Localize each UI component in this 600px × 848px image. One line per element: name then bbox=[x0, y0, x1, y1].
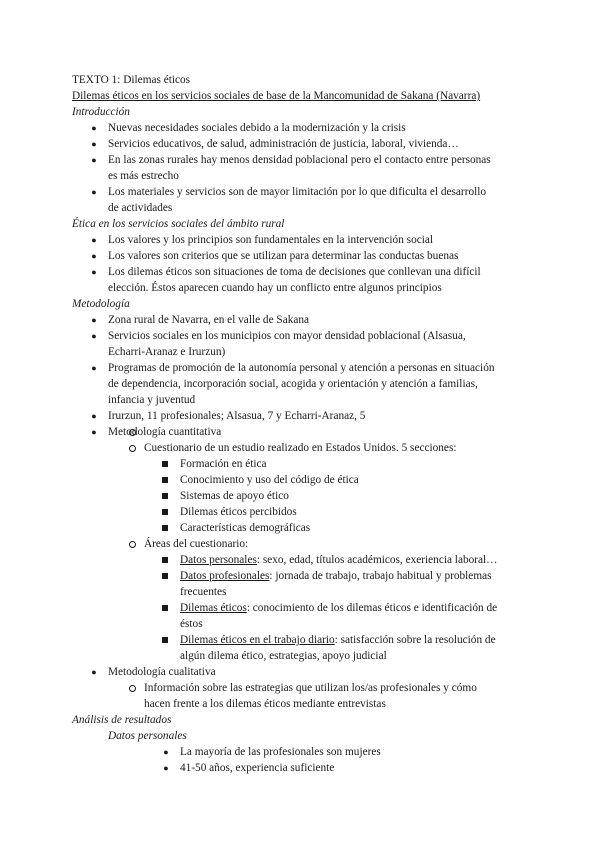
sublist-item: Información sobre las estrategias que utilizan los/as profesionales y cómo bbox=[144, 682, 477, 694]
area-item bbox=[180, 552, 497, 568]
area-desc: : conocimiento de los dilemas éticos e identificación de bbox=[246, 602, 498, 614]
square-bullet bbox=[162, 557, 168, 563]
square-bullet bbox=[162, 637, 168, 643]
area-desc: : satisfacción sobre la resolución de bbox=[334, 634, 496, 646]
area-item-continued: algún dilema ético, estrategias, apoyo judicial bbox=[180, 650, 387, 662]
square-bullet bbox=[162, 525, 168, 531]
bullet: ● bbox=[91, 251, 97, 261]
square-bullet bbox=[162, 509, 168, 515]
list-item-cuantitativa: Metodología cuantitativa bbox=[108, 426, 222, 438]
list-item-continued: es más estrecho bbox=[108, 170, 179, 182]
list-item-continued: infancia y juventud bbox=[108, 394, 196, 406]
square-bullet bbox=[162, 605, 168, 611]
area-item bbox=[180, 632, 496, 648]
bullet: ● bbox=[91, 235, 97, 245]
section-heading-metodologia: Metodología bbox=[72, 298, 130, 310]
square-bullet bbox=[162, 493, 168, 499]
circle-bullet bbox=[129, 541, 136, 548]
circle-bullet bbox=[129, 429, 136, 436]
bullet: ● bbox=[91, 411, 97, 421]
list-item-continued: elección. Éstos aparecen cuando hay un conflicto entre algunos principios bbox=[108, 282, 442, 294]
list-item-continued: Echarri-Aranaz e Irurzun) bbox=[108, 346, 226, 358]
bullet: ● bbox=[91, 139, 97, 149]
area-item-continued: éstos bbox=[180, 618, 203, 630]
square-bullet bbox=[162, 461, 168, 467]
square-bullet bbox=[162, 477, 168, 483]
area-term: Dilemas éticos bbox=[180, 602, 247, 614]
section-heading-etica: Ética en los servicios sociales del ámbito rural bbox=[72, 218, 285, 230]
document-title: TEXTO 1: Dilemas éticos bbox=[72, 74, 191, 86]
area-item bbox=[180, 568, 492, 584]
subsection-heading-datos-personales: Datos personales bbox=[108, 730, 187, 742]
circle-bullet bbox=[129, 685, 136, 692]
subsublist-item: Conocimiento y uso del código de ética bbox=[180, 474, 359, 486]
area-item bbox=[180, 600, 497, 616]
bullet: ● bbox=[91, 155, 97, 165]
square-bullet bbox=[162, 573, 168, 579]
circle-bullet bbox=[129, 445, 136, 452]
area-term: Datos personales bbox=[180, 554, 257, 566]
bullet: ● bbox=[163, 747, 169, 757]
sublist-item-cuestionario: Cuestionario de un estudio realizado en Estados Unidos. 5 secciones: bbox=[144, 442, 457, 454]
area-term: Datos profesionales bbox=[180, 570, 270, 582]
sublist-item-continued: hacen frente a los dilemas éticos mediante entrevistas bbox=[144, 698, 386, 710]
section-heading-introduccion: Introducción bbox=[72, 106, 130, 118]
list-item: Los valores y los principios son fundamentales en la intervención social bbox=[108, 234, 434, 246]
list-item: Servicios educativos, de salud, administración de justicia, laboral, vivienda… bbox=[108, 138, 459, 150]
subsublist-item: Sistemas de apoyo ético bbox=[180, 490, 289, 502]
document-subtitle: Dilemas éticos en los servicios sociales de base de la Mancomunidad de Sakana (Navarra) bbox=[72, 90, 481, 102]
list-item: La mayoría de las profesionales son mujeres bbox=[180, 746, 381, 758]
section-heading-analisis: Análisis de resultados bbox=[72, 714, 172, 726]
bullet: ● bbox=[91, 331, 97, 341]
list-item: Servicios sociales en los municipios con mayor densidad poblacional (Alsasua, bbox=[108, 330, 466, 342]
list-item: 41-50 años, experiencia suficiente bbox=[180, 762, 335, 774]
list-item-cualitativa: Metodología cualitativa bbox=[108, 666, 216, 678]
area-term: Dilemas éticos en el trabajo diario bbox=[180, 634, 335, 646]
list-item: Irurzun, 11 profesionales; Alsasua, 7 y Echarri-Aranaz, 5 bbox=[108, 410, 366, 422]
area-desc: : jornada de trabajo, trabajo habitual y problemas bbox=[269, 570, 492, 582]
bullet: ● bbox=[91, 123, 97, 133]
subsublist-item: Dilemas éticos percibidos bbox=[180, 506, 297, 518]
bullet: ● bbox=[163, 763, 169, 773]
list-item: Los dilemas éticos son situaciones de toma de decisiones que conllevan una difícil bbox=[108, 266, 481, 278]
list-item-continued: de actividades bbox=[108, 202, 173, 214]
list-item: Los valores son criterios que se utilizan para determinar las conductas buenas bbox=[108, 250, 459, 262]
bullet: ● bbox=[91, 363, 97, 373]
list-item: Nuevas necesidades sociales debido a la modernización y la crisis bbox=[108, 122, 406, 134]
list-item: Programas de promoción de la autonomía personal y atención a personas en situación bbox=[108, 362, 495, 374]
bullet: ● bbox=[91, 187, 97, 197]
subsublist-item: Características demográficas bbox=[180, 522, 311, 534]
list-item: En las zonas rurales hay menos densidad poblacional pero el contacto entre personas bbox=[108, 154, 491, 166]
bullet: ● bbox=[91, 427, 97, 437]
sublist-item-areas: Áreas del cuestionario: bbox=[144, 538, 249, 550]
bullet: ● bbox=[91, 267, 97, 277]
subsublist-item: Formación en ética bbox=[180, 458, 267, 470]
list-item-continued: de dependencia, incorporación social, acogida y orientación y atención a familias, bbox=[108, 378, 478, 390]
area-item-continued: frecuentes bbox=[180, 586, 227, 598]
area-desc: : sexo, edad, títulos académicos, exeriencia laboral… bbox=[256, 554, 498, 566]
bullet: ● bbox=[91, 315, 97, 325]
list-item: Los materiales y servicios son de mayor limitación por lo que dificulta el desarrollo bbox=[108, 186, 487, 198]
bullet: ● bbox=[91, 667, 97, 677]
list-item: Zona rural de Navarra, en el valle de Sakana bbox=[108, 314, 310, 326]
